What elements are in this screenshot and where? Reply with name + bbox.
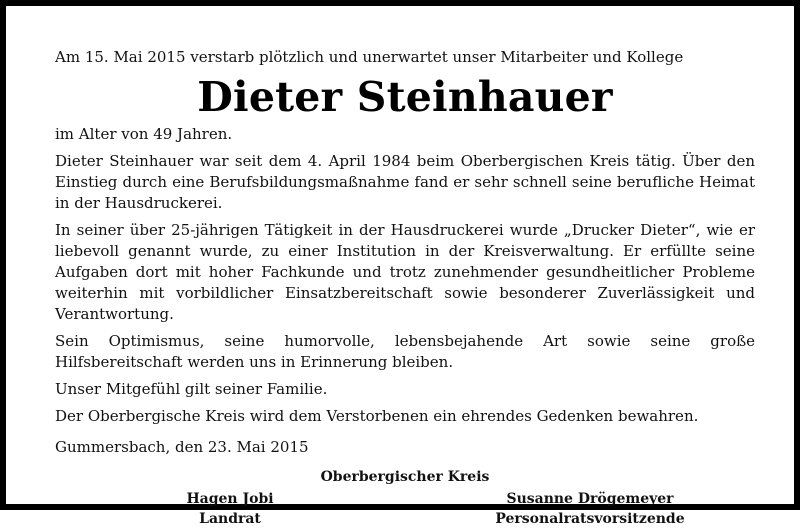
paragraph-optimism: Sein Optimismus, seine humorvolle, lebensbejahende Art sowie seine große Hilfsbereitschaft werden uns in Erinnerung bleiben.: [55, 332, 755, 371]
paragraph-remembrance: Der Oberbergische Kreis wird dem Verstorbenen ein ehrendes Gedenken bewahren.: [55, 407, 699, 425]
organization-name: Oberbergischer Kreis: [320, 469, 490, 485]
age-line: im Alter von 49 Jahren.: [55, 125, 233, 143]
place-date: Gummersbach, den 23. Mai 2015: [55, 438, 309, 456]
paragraph-print-shop: In seiner über 25-jährigen Tätigkeit in der Hausdruckerei wurde „Drucker Dieter“, wie er liebevoll genannt wurde, zu einer Institution in der Kreisverwaltung. Er erfüllte seine Aufgaben dort mit hoher Fachkunde und trotz zunehmender gesundheitlicher Probleme weiterhin mit vorbildlicher Einsatzbereitschaft sowie besonderer Zuverlässigkeit und Verantwortung.: [55, 221, 755, 323]
signatory-right: [470, 489, 710, 529]
signatory-name: Susanne Drögemeyer: [506, 491, 674, 507]
signatory-name: Hagen Jobi: [186, 491, 274, 507]
signature-row: [55, 489, 755, 529]
notice-content: [55, 47, 755, 529]
signatory-title: Personalratsvorsitzende: [495, 511, 685, 527]
signatory-title: Landrat: [199, 511, 261, 527]
paragraph-career: Dieter Steinhauer war seit dem 4. April 1984 beim Oberbergischen Kreis tätig. Über den Einstieg durch eine Berufsbildungsmaßnahme fand er sehr schnell seine berufliche Heimat in der Hausdruckerei.: [55, 152, 755, 212]
signatory-left: [170, 489, 290, 529]
intro-line: Am 15. Mai 2015 verstarb plötzlich und unerwartet unser Mitarbeiter und Kollege: [55, 48, 684, 66]
paragraph-condolence: Unser Mitgefühl gilt seiner Familie.: [55, 380, 328, 398]
deceased-name: Dieter Steinhauer: [197, 73, 613, 121]
